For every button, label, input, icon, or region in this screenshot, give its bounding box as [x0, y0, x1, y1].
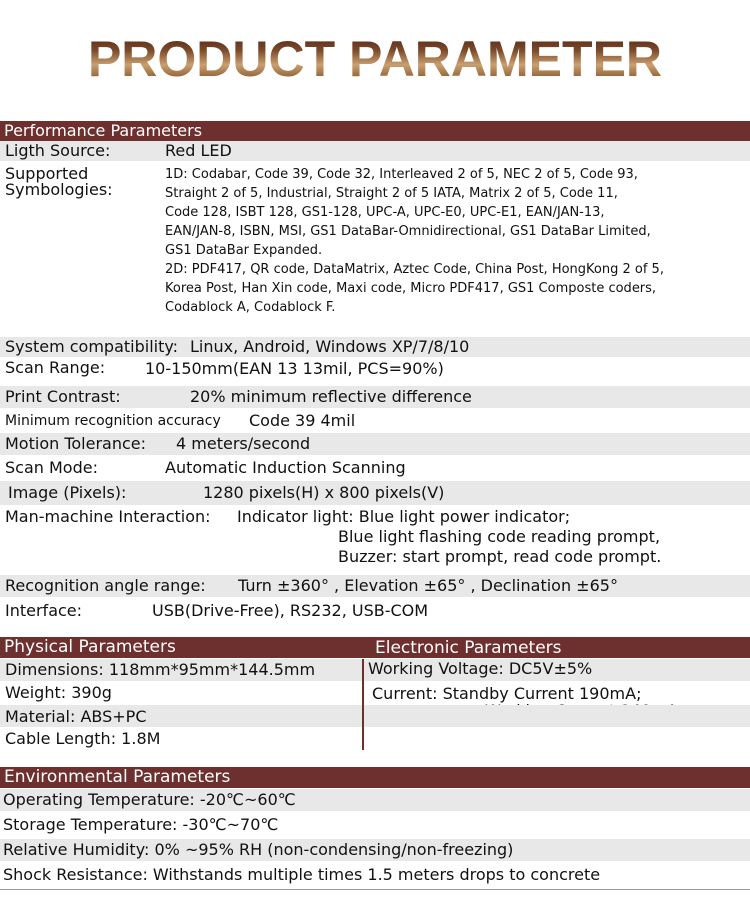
- image-row: [0, 481, 750, 505]
- bottom-rule: [0, 889, 750, 890]
- motion-row: [0, 433, 750, 455]
- physical-header-bar: [0, 637, 750, 658]
- scan-range-row: [0, 358, 750, 380]
- physical-header: Physical Parameters: [4, 637, 176, 657]
- env-row-4: [0, 864, 750, 886]
- angle-label: Recognition angle range:: [5, 576, 206, 595]
- symbologies-list: [165, 165, 664, 317]
- storage-temp-value: Storage Temperature: -30℃~70℃: [3, 815, 279, 834]
- scan-range-label: Scan Range:: [5, 358, 106, 377]
- light-source-value: Red LED: [165, 141, 232, 160]
- scan-mode-value: Automatic Induction Scanning: [165, 458, 406, 477]
- motion-label: Motion Tolerance:: [5, 434, 147, 453]
- image-value: 1280 pixels(H) x 800 pixels(V): [203, 483, 445, 502]
- symbologies-line: GS1 DataBar Expanded.: [165, 243, 323, 258]
- system-value: Linux, Android, Windows XP/7/8/10: [190, 337, 470, 356]
- symbologies-label-1: Supported: [5, 164, 89, 183]
- physical-row-4: [0, 728, 750, 750]
- interface-value: USB(Drive-Free), RS232, USB-COM: [152, 601, 429, 620]
- env-row-3: [0, 839, 750, 861]
- print-contrast-value: 20% minimum reflective difference: [190, 387, 472, 406]
- system-label: System compatibility:: [5, 337, 179, 356]
- cable-value: Cable Length: 1.8M: [5, 729, 161, 748]
- material-value: Material: ABS+PC: [5, 707, 147, 726]
- env-row-1: [0, 789, 750, 811]
- symbologies-label-2: Symbologies:: [5, 180, 113, 199]
- environmental-header: Environmental Parameters: [0, 767, 750, 788]
- symbologies-line: Korea Post, Han Xin code, Maxi code, Micro PDF417, GS1 Composte coders,: [165, 281, 657, 296]
- physical-row-1: [0, 659, 750, 681]
- accuracy-label: Minimum recognition accuracy: [5, 413, 221, 429]
- scan-mode-label: Scan Mode:: [5, 458, 98, 477]
- interface-label: Interface:: [5, 601, 83, 620]
- angle-value: Turn ±360° , Elevation ±65° , Declination ±65°: [238, 576, 618, 595]
- accuracy-value: Code 39 4mil: [249, 411, 356, 430]
- mmi-row: [0, 506, 750, 570]
- angle-row: [0, 575, 750, 597]
- humidity-value: Relative Humidity: 0% ~95% RH (non-condensing/non-freezing): [3, 840, 514, 859]
- accuracy-row: [0, 410, 750, 432]
- physical-row-3: [0, 705, 750, 727]
- image-label: Image (Pixels):: [8, 483, 127, 502]
- mmi-line-3: Buzzer: start prompt, read code prompt.: [338, 547, 662, 566]
- symbologies-line: EAN/JAN-8, ISBN, MSI, GS1 DataBar-Omnidirectional, GS1 DataBar Limited,: [165, 224, 651, 239]
- print-contrast-label: Print Contrast:: [5, 387, 121, 406]
- env-row-2: [0, 814, 750, 836]
- page-title: PRODUCT PARAMETER: [0, 30, 750, 88]
- motion-value: 4 meters/second: [176, 434, 311, 453]
- shock-value: Shock Resistance: Withstands multiple times 1.5 meters drops to concrete: [3, 865, 601, 884]
- symbologies-line: 1D: Codabar, Code 39, Code 32, Interleaved 2 of 5, NEC 2 of 5, Code 93,: [165, 167, 638, 182]
- light-source-label: Ligth Source:: [5, 141, 111, 160]
- mmi-line-2: Blue light flashing code reading prompt,: [338, 527, 661, 546]
- physical-row-2: [0, 682, 750, 704]
- system-row: [0, 337, 750, 357]
- symbologies-line: Straight 2 of 5, Industrial, Straight 2 of 5 IATA, Matrix 2 of 5, Code 11,: [165, 186, 618, 201]
- symbologies-line: Code 128, ISBT 128, GS1-128, UPC-A, UPC-E0, UPC-E1, EAN/JAN-13,: [165, 205, 605, 220]
- column-divider: [362, 659, 364, 750]
- print-contrast-row: [0, 386, 750, 408]
- symbologies-row: [0, 161, 750, 337]
- performance-header: Performance Parameters: [0, 121, 750, 141]
- interface-row: [0, 600, 750, 622]
- weight-value: Weight: 390g: [5, 683, 112, 702]
- operating-temp-value: Operating Temperature: -20℃~60℃: [3, 790, 296, 809]
- light-source-row: [0, 141, 750, 161]
- symbologies-line: 2D: PDF417, QR code, DataMatrix, Aztec Code, China Post, HongKong 2 of 5,: [165, 262, 664, 277]
- voltage-value: Working Voltage: DC5V±5%: [368, 659, 593, 678]
- mmi-label: Man-machine Interaction:: [5, 507, 211, 526]
- scan-mode-row: [0, 456, 750, 480]
- current-line-1: Current: Standby Current 190mA;: [372, 684, 642, 703]
- scan-range-value: 10-150mm(EAN 13 13mil, PCS=90%): [145, 359, 444, 378]
- mmi-line-1: Indicator light: Blue light power indicator;: [237, 507, 571, 526]
- dimensions-value: Dimensions: 118mm*95mm*144.5mm: [5, 660, 316, 679]
- symbologies-line: Codablock A, Codablock F.: [165, 300, 336, 315]
- electronic-header: Electronic Parameters: [375, 638, 562, 658]
